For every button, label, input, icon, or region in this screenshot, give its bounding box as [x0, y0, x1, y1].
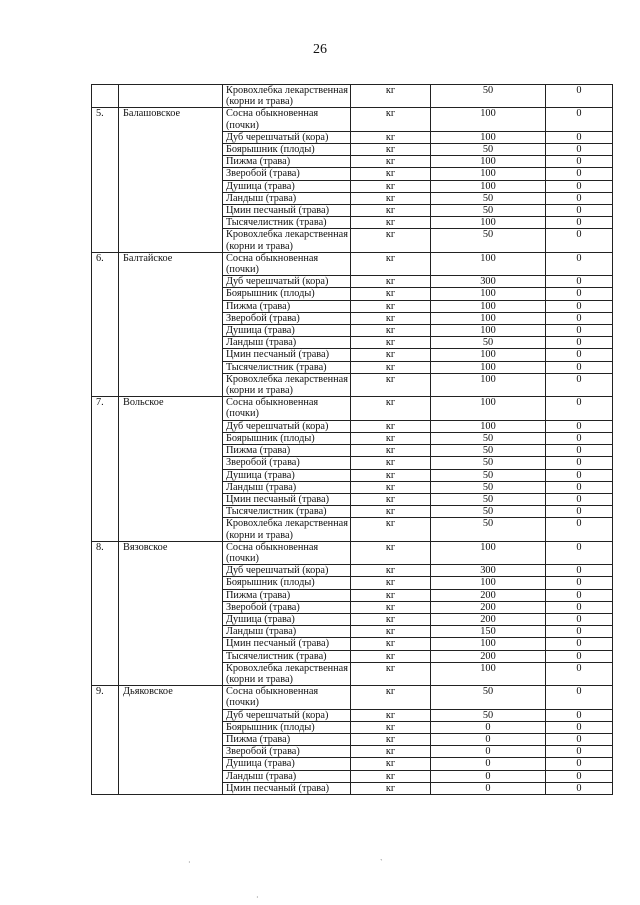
second-amount: 0	[546, 469, 613, 481]
district-name: Вольское	[119, 397, 223, 541]
harvest-amount: 100	[431, 288, 546, 300]
harvest-amount: 0	[431, 758, 546, 770]
unit-cell: кг	[351, 373, 431, 396]
harvest-amount: 200	[431, 589, 546, 601]
second-amount: 0	[546, 85, 613, 108]
unit-cell: кг	[351, 770, 431, 782]
harvest-amount: 100	[431, 217, 546, 229]
harvest-amount: 100	[431, 662, 546, 685]
second-amount: 0	[546, 205, 613, 217]
harvest-amount: 50	[431, 686, 546, 709]
plant-name: Сосна обыкновенная (почки)	[223, 108, 351, 131]
unit-cell: кг	[351, 325, 431, 337]
plant-name: Пижма (трава)	[223, 156, 351, 168]
table-row	[92, 85, 613, 108]
second-amount: 0	[546, 481, 613, 493]
harvest-amount: 50	[431, 144, 546, 156]
second-amount: 0	[546, 770, 613, 782]
plant-name: Дуб черешчатый (кора)	[223, 420, 351, 432]
second-amount: 0	[546, 276, 613, 288]
second-amount: 0	[546, 252, 613, 275]
plant-name: Зверобой (трава)	[223, 457, 351, 469]
plant-name: Дуб черешчатый (кора)	[223, 709, 351, 721]
harvest-amount: 100	[431, 252, 546, 275]
plant-name: Дуб черешчатый (кора)	[223, 276, 351, 288]
table-row	[92, 686, 613, 709]
plant-name: Кровохлебка лекарственная (корни и трава)	[223, 662, 351, 685]
unit-cell: кг	[351, 205, 431, 217]
second-amount: 0	[546, 156, 613, 168]
unit-cell: кг	[351, 662, 431, 685]
unit-cell: кг	[351, 85, 431, 108]
second-amount: 0	[546, 349, 613, 361]
plant-name: Зверобой (трава)	[223, 312, 351, 324]
plant-name: Сосна обыкновенная (почки)	[223, 541, 351, 564]
plant-name: Пижма (трава)	[223, 589, 351, 601]
harvest-amount: 0	[431, 721, 546, 733]
unit-cell: кг	[351, 481, 431, 493]
unit-cell: кг	[351, 397, 431, 420]
unit-cell: кг	[351, 180, 431, 192]
row-number: 8.	[92, 541, 119, 685]
second-amount: 0	[546, 432, 613, 444]
harvest-amount: 50	[431, 432, 546, 444]
plant-name: Дуб черешчатый (кора)	[223, 131, 351, 143]
plant-name: Душица (трава)	[223, 613, 351, 625]
plant-name: Зверобой (трава)	[223, 601, 351, 613]
district-name: Балтайское	[119, 252, 223, 396]
harvest-amount: 100	[431, 180, 546, 192]
plant-name: Душица (трава)	[223, 180, 351, 192]
harvest-amount: 50	[431, 506, 546, 518]
unit-cell: кг	[351, 252, 431, 275]
second-amount: 0	[546, 758, 613, 770]
plant-name: Душица (трава)	[223, 325, 351, 337]
plant-name: Цмин песчаный (трава)	[223, 638, 351, 650]
second-amount: 0	[546, 131, 613, 143]
harvest-amount: 100	[431, 312, 546, 324]
second-amount: 0	[546, 337, 613, 349]
plant-name: Тысячелистник (трава)	[223, 506, 351, 518]
harvest-amount: 100	[431, 638, 546, 650]
row-number: 7.	[92, 397, 119, 541]
harvest-amount: 300	[431, 276, 546, 288]
unit-cell: кг	[351, 686, 431, 709]
second-amount: 0	[546, 686, 613, 709]
harvest-amount: 300	[431, 565, 546, 577]
harvest-amount: 200	[431, 613, 546, 625]
plant-name: Зверобой (трава)	[223, 168, 351, 180]
harvest-amount: 100	[431, 541, 546, 564]
unit-cell: кг	[351, 217, 431, 229]
second-amount: 0	[546, 312, 613, 324]
district-name	[119, 85, 223, 108]
unit-cell: кг	[351, 733, 431, 745]
unit-cell: кг	[351, 276, 431, 288]
harvest-amount: 100	[431, 168, 546, 180]
unit-cell: кг	[351, 420, 431, 432]
scan-speck: ·	[256, 893, 259, 902]
second-amount: 0	[546, 541, 613, 564]
harvest-amount: 50	[431, 192, 546, 204]
plant-name: Кровохлебка лекарственная (корни и трава)	[223, 518, 351, 541]
unit-cell: кг	[351, 168, 431, 180]
unit-cell: кг	[351, 457, 431, 469]
plant-name: Ландыш (трава)	[223, 770, 351, 782]
second-amount: 0	[546, 709, 613, 721]
second-amount: 0	[546, 638, 613, 650]
harvest-amount: 50	[431, 205, 546, 217]
unit-cell: кг	[351, 445, 431, 457]
harvest-amount: 0	[431, 733, 546, 745]
second-amount: 0	[546, 180, 613, 192]
second-amount: 0	[546, 457, 613, 469]
second-amount: 0	[546, 108, 613, 131]
plant-name: Боярышник (плоды)	[223, 721, 351, 733]
plant-name: Тысячелистник (трава)	[223, 217, 351, 229]
harvest-limits-table	[91, 84, 613, 795]
harvest-amount: 0	[431, 770, 546, 782]
harvest-amount: 100	[431, 325, 546, 337]
harvest-amount: 50	[431, 85, 546, 108]
harvest-amount: 50	[431, 229, 546, 252]
plant-name: Боярышник (плоды)	[223, 432, 351, 444]
unit-cell: кг	[351, 192, 431, 204]
second-amount: 0	[546, 192, 613, 204]
second-amount: 0	[546, 229, 613, 252]
second-amount: 0	[546, 168, 613, 180]
harvest-amount: 50	[431, 493, 546, 505]
unit-cell: кг	[351, 709, 431, 721]
plant-name: Сосна обыкновенная (почки)	[223, 397, 351, 420]
plant-name: Зверобой (трава)	[223, 746, 351, 758]
unit-cell: кг	[351, 721, 431, 733]
harvest-amount: 200	[431, 650, 546, 662]
plant-name: Пижма (трава)	[223, 300, 351, 312]
plant-name: Цмин песчаный (трава)	[223, 205, 351, 217]
unit-cell: кг	[351, 506, 431, 518]
unit-cell: кг	[351, 782, 431, 794]
row-number: 6.	[92, 252, 119, 396]
district-name: Дьяковское	[119, 686, 223, 795]
unit-cell: кг	[351, 541, 431, 564]
plant-name: Цмин песчаный (трава)	[223, 493, 351, 505]
harvest-amount: 100	[431, 577, 546, 589]
unit-cell: кг	[351, 288, 431, 300]
plant-name: Боярышник (плоды)	[223, 144, 351, 156]
second-amount: 0	[546, 300, 613, 312]
unit-cell: кг	[351, 349, 431, 361]
page-number: 26	[313, 42, 327, 57]
unit-cell: кг	[351, 601, 431, 613]
second-amount: 0	[546, 733, 613, 745]
harvest-amount: 150	[431, 626, 546, 638]
second-amount: 0	[546, 626, 613, 638]
harvest-amount: 50	[431, 518, 546, 541]
district-name: Балашовское	[119, 108, 223, 252]
unit-cell: кг	[351, 432, 431, 444]
unit-cell: кг	[351, 650, 431, 662]
row-number	[92, 85, 119, 108]
plant-name: Тысячелистник (трава)	[223, 361, 351, 373]
unit-cell: кг	[351, 758, 431, 770]
second-amount: 0	[546, 445, 613, 457]
second-amount: 0	[546, 565, 613, 577]
unit-cell: кг	[351, 361, 431, 373]
plant-name: Кровохлебка лекарственная (корни и трава)	[223, 85, 351, 108]
table-row	[92, 541, 613, 564]
plant-name: Дуб черешчатый (кора)	[223, 565, 351, 577]
unit-cell: кг	[351, 626, 431, 638]
second-amount: 0	[546, 601, 613, 613]
plant-name: Ландыш (трава)	[223, 192, 351, 204]
plant-name: Ландыш (трава)	[223, 626, 351, 638]
second-amount: 0	[546, 397, 613, 420]
second-amount: 0	[546, 420, 613, 432]
plant-name: Пижма (трава)	[223, 733, 351, 745]
plant-name: Боярышник (плоды)	[223, 288, 351, 300]
unit-cell: кг	[351, 746, 431, 758]
unit-cell: кг	[351, 108, 431, 131]
plant-name: Душица (трава)	[223, 469, 351, 481]
harvest-amount: 100	[431, 349, 546, 361]
second-amount: 0	[546, 650, 613, 662]
row-number: 5.	[92, 108, 119, 252]
unit-cell: кг	[351, 518, 431, 541]
scan-speck: ·	[188, 858, 191, 867]
plant-name: Пижма (трава)	[223, 445, 351, 457]
harvest-amount: 100	[431, 420, 546, 432]
harvest-amount: 50	[431, 709, 546, 721]
district-name: Вязовское	[119, 541, 223, 685]
unit-cell: кг	[351, 337, 431, 349]
second-amount: 0	[546, 589, 613, 601]
row-number: 9.	[92, 686, 119, 795]
plant-name: Кровохлебка лекарственная (корни и трава)	[223, 229, 351, 252]
plant-name: Ландыш (трава)	[223, 337, 351, 349]
unit-cell: кг	[351, 156, 431, 168]
harvest-amount: 50	[431, 457, 546, 469]
plant-name: Цмин песчаный (трава)	[223, 782, 351, 794]
second-amount: 0	[546, 373, 613, 396]
second-amount: 0	[546, 577, 613, 589]
table-row	[92, 252, 613, 275]
harvest-amount: 50	[431, 337, 546, 349]
plant-name: Сосна обыкновенная (почки)	[223, 686, 351, 709]
second-amount: 0	[546, 782, 613, 794]
plant-name: Сосна обыкновенная (почки)	[223, 252, 351, 275]
harvest-amount: 50	[431, 445, 546, 457]
harvest-amount: 100	[431, 131, 546, 143]
unit-cell: кг	[351, 638, 431, 650]
second-amount: 0	[546, 613, 613, 625]
harvest-amount: 100	[431, 300, 546, 312]
unit-cell: кг	[351, 493, 431, 505]
second-amount: 0	[546, 493, 613, 505]
harvest-amount: 200	[431, 601, 546, 613]
second-amount: 0	[546, 506, 613, 518]
plant-name: Цмин песчаный (трава)	[223, 349, 351, 361]
plant-name: Ландыш (трава)	[223, 481, 351, 493]
second-amount: 0	[546, 361, 613, 373]
scan-speck: `	[380, 858, 383, 867]
table-row	[92, 108, 613, 131]
table-row	[92, 397, 613, 420]
harvest-amount: 50	[431, 481, 546, 493]
harvest-amount: 100	[431, 373, 546, 396]
unit-cell: кг	[351, 300, 431, 312]
harvest-amount: 100	[431, 361, 546, 373]
second-amount: 0	[546, 288, 613, 300]
second-amount: 0	[546, 144, 613, 156]
second-amount: 0	[546, 518, 613, 541]
unit-cell: кг	[351, 577, 431, 589]
harvest-amount: 0	[431, 782, 546, 794]
second-amount: 0	[546, 721, 613, 733]
unit-cell: кг	[351, 469, 431, 481]
second-amount: 0	[546, 746, 613, 758]
second-amount: 0	[546, 217, 613, 229]
plant-name: Душица (трава)	[223, 758, 351, 770]
harvest-amount: 100	[431, 397, 546, 420]
unit-cell: кг	[351, 589, 431, 601]
plant-name: Боярышник (плоды)	[223, 577, 351, 589]
plant-name: Тысячелистник (трава)	[223, 650, 351, 662]
unit-cell: кг	[351, 613, 431, 625]
unit-cell: кг	[351, 229, 431, 252]
harvest-amount: 100	[431, 108, 546, 131]
unit-cell: кг	[351, 565, 431, 577]
plant-name: Кровохлебка лекарственная (корни и трава)	[223, 373, 351, 396]
second-amount: 0	[546, 325, 613, 337]
unit-cell: кг	[351, 131, 431, 143]
unit-cell: кг	[351, 144, 431, 156]
harvest-amount: 50	[431, 469, 546, 481]
second-amount: 0	[546, 662, 613, 685]
unit-cell: кг	[351, 312, 431, 324]
harvest-amount: 100	[431, 156, 546, 168]
harvest-amount: 0	[431, 746, 546, 758]
